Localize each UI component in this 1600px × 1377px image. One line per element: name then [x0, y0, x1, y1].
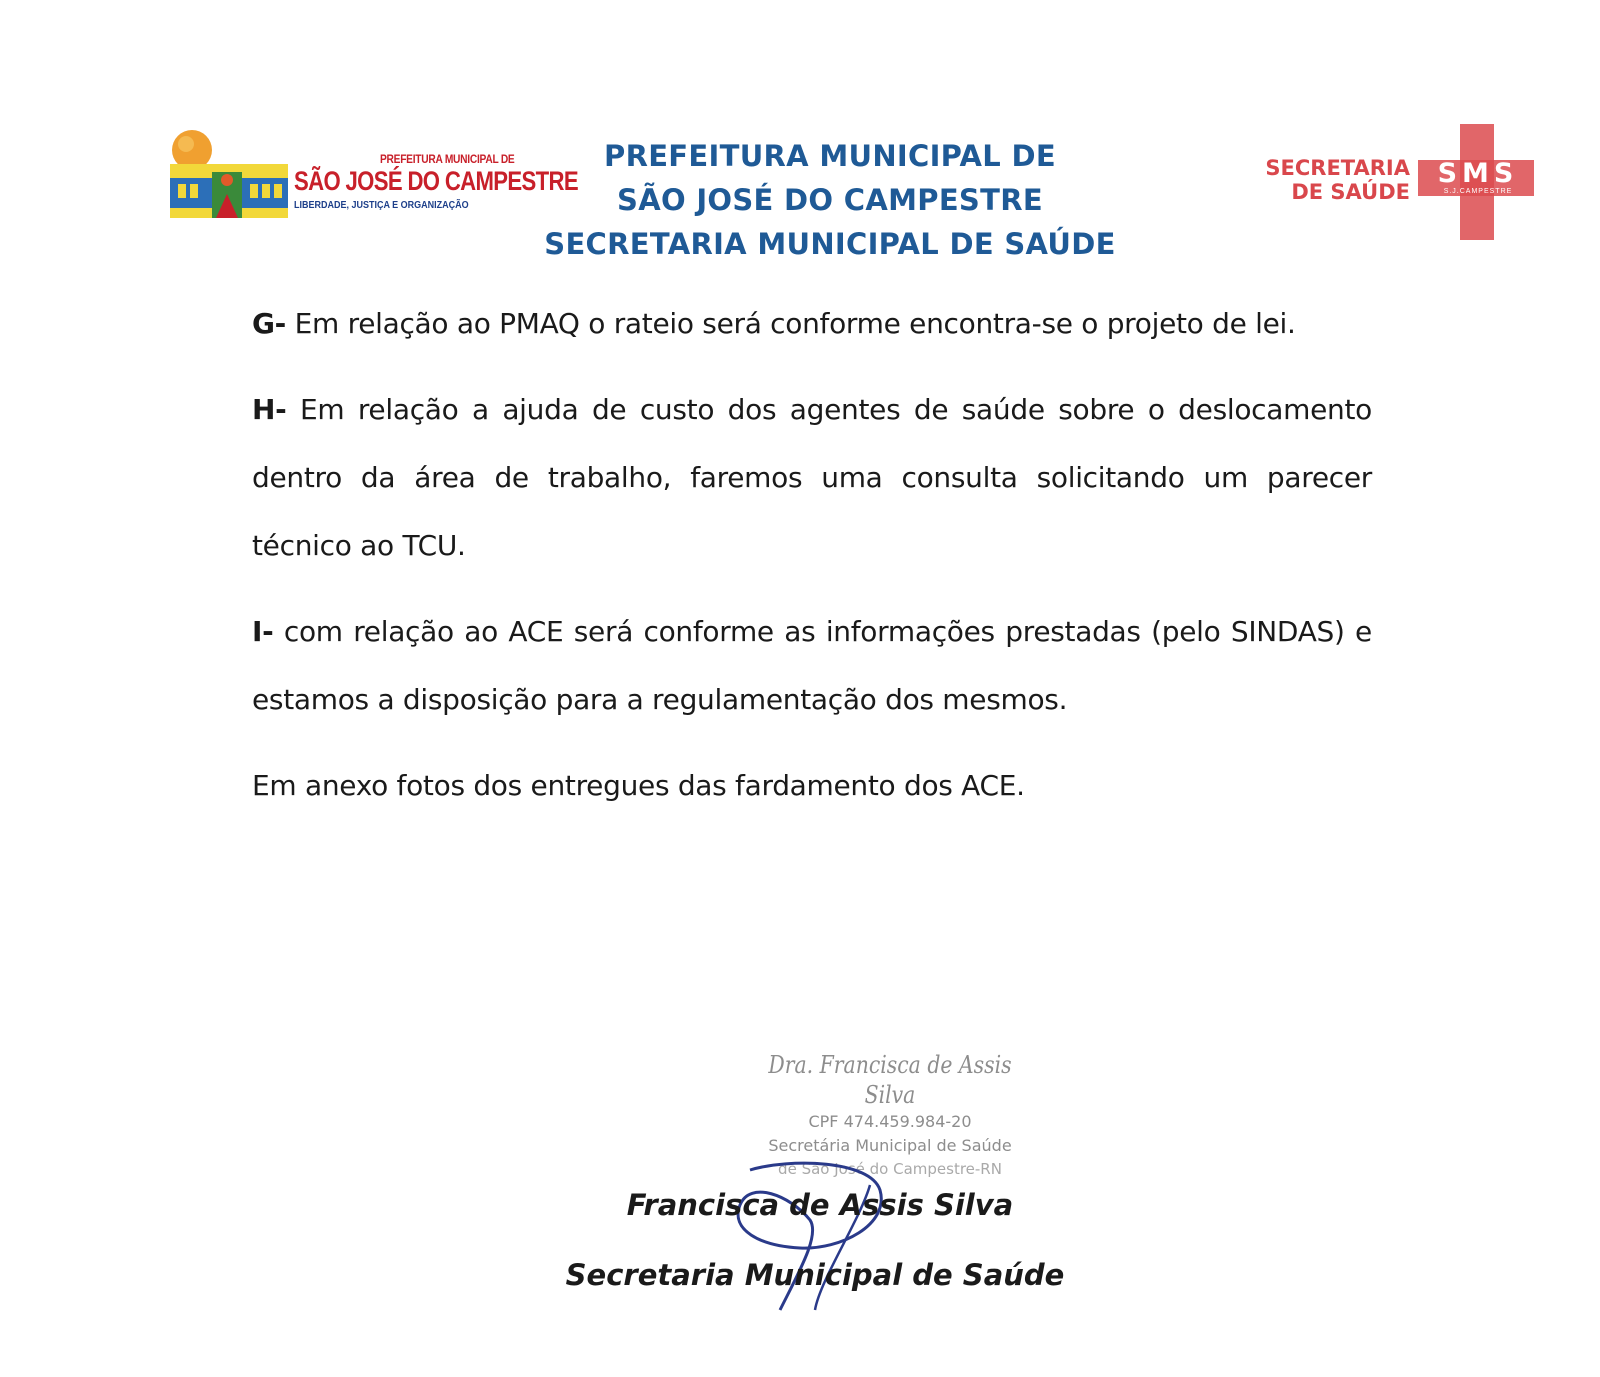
logo-line-1: PREFEITURA MUNICIPAL DE [380, 152, 515, 166]
stamp-name: Dra. Francisca de Assis Silva [768, 1051, 1012, 1109]
prefeitura-logo [168, 128, 578, 224]
stamp-place: de São José do Campestre-RN [778, 1160, 1002, 1178]
document-heading [490, 134, 1170, 266]
paragraph-label: G- [252, 307, 287, 340]
handwritten-signature-icon [720, 1150, 920, 1320]
closing-line: Em anexo fotos dos entregues das fardamento dos ACE. [252, 769, 1025, 802]
paragraph-text: com relação ao ACE será conforme as informações prestadas (pelo SINDAS) e estamos a disposição para a regulamentação dos mesmos. [252, 615, 1372, 716]
logo-line-2: SÃO JOSÉ DO CAMPESTRE [294, 166, 578, 196]
secretaria-logo-text: SECRETARIA DE SAÚDE [1265, 156, 1410, 204]
sms-badge-sub: S.J.CAMPESTRE [1443, 188, 1513, 195]
secretaria-logo [1240, 118, 1560, 244]
stamp-role: Secretária Municipal de Saúde [768, 1136, 1012, 1155]
logo-motto: LIBERDADE, JUSTIÇA E ORGANIZAÇÃO [294, 200, 469, 211]
prefeitura-building-logo-icon [168, 128, 290, 224]
paragraph-label: I- [252, 615, 274, 648]
document-body [252, 290, 1372, 838]
paragraph-text: Em relação a ajuda de custo dos agentes de saúde sobre o deslocamento dentro da área de trabalho, faremos uma consulta solicitando um parecer técnico ao TCU. [252, 393, 1372, 562]
paragraph-h [252, 376, 1372, 580]
signatory-name: Francisca de Assis Silva [626, 1188, 1014, 1222]
stamp-cpf: CPF 474.459.984-20 [808, 1112, 972, 1131]
paragraph-i [252, 598, 1372, 734]
paragraph-label: H- [252, 393, 287, 426]
paragraph-text: Em relação ao PMAQ o rateio será conforme encontra-se o projeto de lei. [294, 307, 1296, 340]
heading-line-2: SÃO JOSÉ DO CAMPESTRE [617, 183, 1043, 217]
heading-line-3: SECRETARIA MUNICIPAL DE SAÚDE [544, 227, 1116, 261]
sms-badge: SMS [1437, 158, 1519, 189]
heading-line-1: PREFEITURA MUNICIPAL DE [604, 139, 1056, 173]
paragraph-g [252, 290, 1372, 358]
signatory-role: Secretaria Municipal de Saúde [565, 1258, 1065, 1292]
